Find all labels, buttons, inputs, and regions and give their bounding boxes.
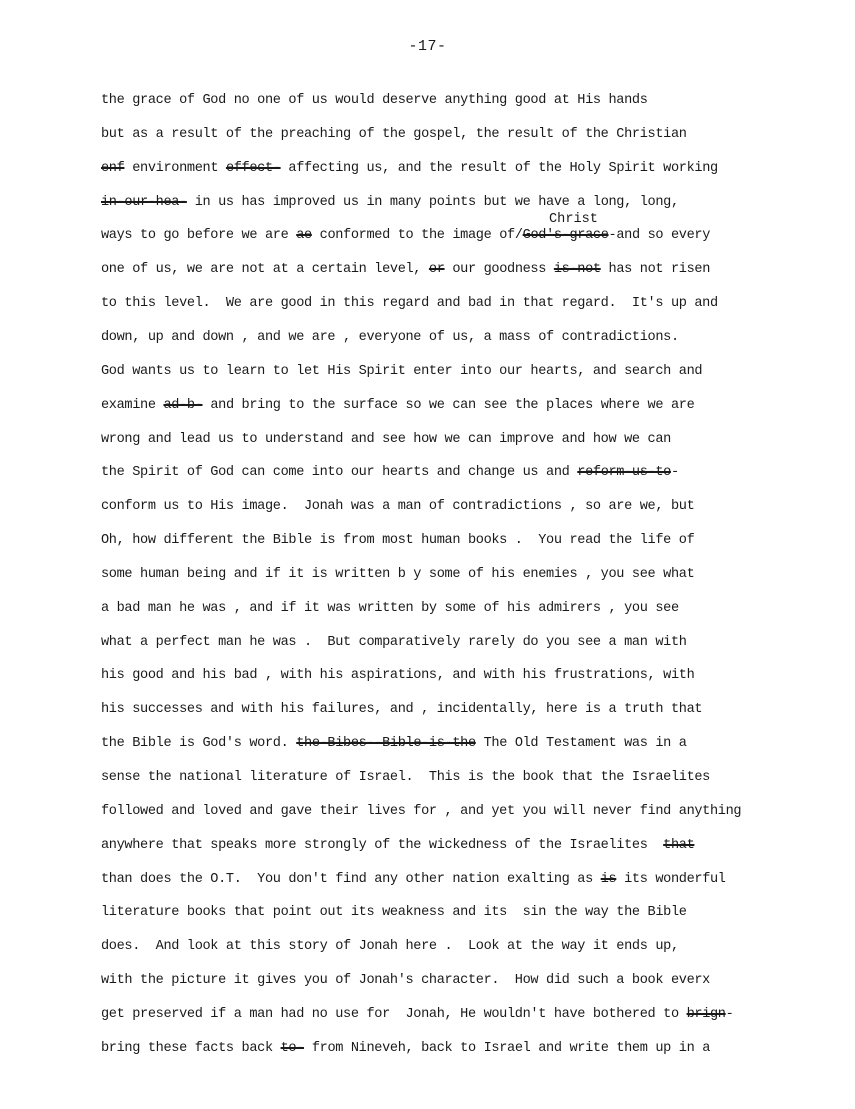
- text-segment: and bring to the surface so we can see the places where we are: [202, 398, 695, 413]
- text-line: [101, 1040, 710, 1058]
- text-segment: but as a result of the preaching of the gospel, the result of the Christian: [101, 127, 687, 142]
- text-segment: the Bible is God's word.: [101, 736, 297, 751]
- text-segment: than does the O.T. You don't find any other nation exalting as: [101, 872, 601, 887]
- text-line: [101, 904, 687, 922]
- text-line: [101, 634, 687, 652]
- text-segment: his successes and with his failures, and , incidentally, here is a truth that: [101, 702, 703, 717]
- text-segment: does. And look at this story of Jonah here . Look at the way it ends up,: [101, 939, 679, 954]
- text-line: [101, 329, 679, 347]
- struck-text: is-not: [553, 262, 601, 277]
- text-segment: has not risen: [600, 262, 711, 277]
- text-segment: conform us to His image. Jonah was a man of contradictions , so are we, but: [101, 499, 695, 514]
- text-line: [101, 667, 694, 685]
- struck-text: ae: [296, 228, 312, 243]
- text-line: [101, 431, 671, 449]
- struck-text: the-Bibes--Bible-is-the: [296, 736, 476, 751]
- text-segment: -and so every: [608, 228, 711, 243]
- text-line: [101, 363, 702, 381]
- text-segment: Oh, how different the Bible is from most human books . You read the life of: [101, 533, 695, 548]
- struck-text: or: [428, 262, 445, 277]
- text-segment: his good and his bad , with his aspirations, and with his frustrations, with: [101, 668, 695, 683]
- text-segment: -: [670, 465, 679, 480]
- text-line: [101, 871, 726, 889]
- text-segment: one of us, we are not at a certain level,: [101, 262, 429, 277]
- text-line: [101, 803, 741, 821]
- struck-text: is: [600, 872, 617, 887]
- text-segment: wrong and lead us to understand and see how we can improve and how we can: [101, 432, 671, 447]
- text-segment: to this level. We are good in this regard and bad in that regard. It's up and: [101, 296, 718, 311]
- text-segment: get preserved if a man had no use for Jonah, He wouldn't have bothered to: [101, 1007, 687, 1022]
- text-line: [101, 126, 687, 144]
- text-line: [101, 701, 702, 719]
- struck-text: reform-us-to: [577, 465, 671, 480]
- struck-text: to-: [280, 1041, 305, 1056]
- struck-text: that: [663, 838, 695, 853]
- text-segment: its wonderful: [616, 872, 726, 887]
- text-segment: God wants us to learn to let His Spirit enter into our hearts, and search and: [101, 364, 703, 379]
- text-line: [101, 837, 694, 855]
- text-segment: our goodness: [444, 262, 554, 277]
- text-line: [101, 498, 694, 516]
- text-segment: sense the national literature of Israel. This is the book that the Israelites: [101, 770, 710, 785]
- interlinear-insertion: Christ: [549, 212, 598, 227]
- text-line: [101, 160, 718, 178]
- text-line: [101, 397, 694, 415]
- text-segment: what a perfect man he was . But comparatively rarely do you see a man with: [101, 635, 687, 650]
- text-segment: ways to go before we are: [101, 228, 297, 243]
- text-segment: literature books that point out its weakness and its sin the way the Bible: [101, 905, 687, 920]
- text-segment: with the picture it gives you of Jonah's character. How did such a book everx: [101, 973, 710, 988]
- text-line: [101, 227, 710, 245]
- text-segment: a bad man he was , and if it was written by some of his admirers , you see: [101, 601, 679, 616]
- text-segment: down, up and down , and we are , everyone of us, a mass of contradictions.: [101, 330, 679, 345]
- struck-text: in-our-hea-: [101, 195, 187, 210]
- page-number: -17-: [408, 38, 447, 55]
- text-line: [101, 938, 679, 956]
- text-line: [101, 464, 679, 482]
- text-line: [101, 194, 679, 212]
- text-line: [101, 972, 710, 990]
- text-line: [101, 1006, 733, 1024]
- text-segment: environment: [124, 161, 226, 176]
- text-line: [101, 92, 648, 110]
- text-line: [101, 769, 710, 787]
- struck-text: God's-grace: [522, 228, 609, 243]
- struck-text: effect-: [225, 161, 281, 176]
- text-segment: conformed to the image of/: [311, 228, 523, 243]
- text-segment: anywhere that speaks more strongly of the wickedness of the Israelites: [101, 838, 664, 853]
- text-segment: from Nineveh, back to Israel and write them up in a: [304, 1041, 711, 1056]
- text-line: [101, 735, 687, 753]
- struck-text: brign: [686, 1007, 726, 1022]
- text-segment: examine: [101, 398, 164, 413]
- text-segment: bring these facts back: [101, 1041, 281, 1056]
- text-line: [101, 261, 710, 279]
- text-segment: the Spirit of God can come into our hearts and change us and: [101, 465, 578, 480]
- text-segment: some human being and if it is written b y some of his enemies , you see what: [101, 567, 695, 582]
- text-line: [101, 532, 694, 550]
- text-segment: The Old Testament was in a: [475, 736, 687, 751]
- text-segment: affecting us, and the result of the Holy Spirit working: [280, 161, 718, 176]
- text-segment: the grace of God no one of us would deserve anything good at His hands: [101, 93, 648, 108]
- text-line: [101, 600, 679, 618]
- text-segment: followed and loved and gave their lives for , and yet you will never find anything: [101, 804, 742, 819]
- text-segment: -: [725, 1007, 734, 1022]
- struck-text: enf: [101, 161, 125, 176]
- text-line: [101, 566, 694, 584]
- struck-text: ad-b-: [163, 398, 203, 413]
- text-segment: in us has improved us in many points but we have a long, long,: [186, 195, 679, 210]
- text-line: [101, 295, 718, 313]
